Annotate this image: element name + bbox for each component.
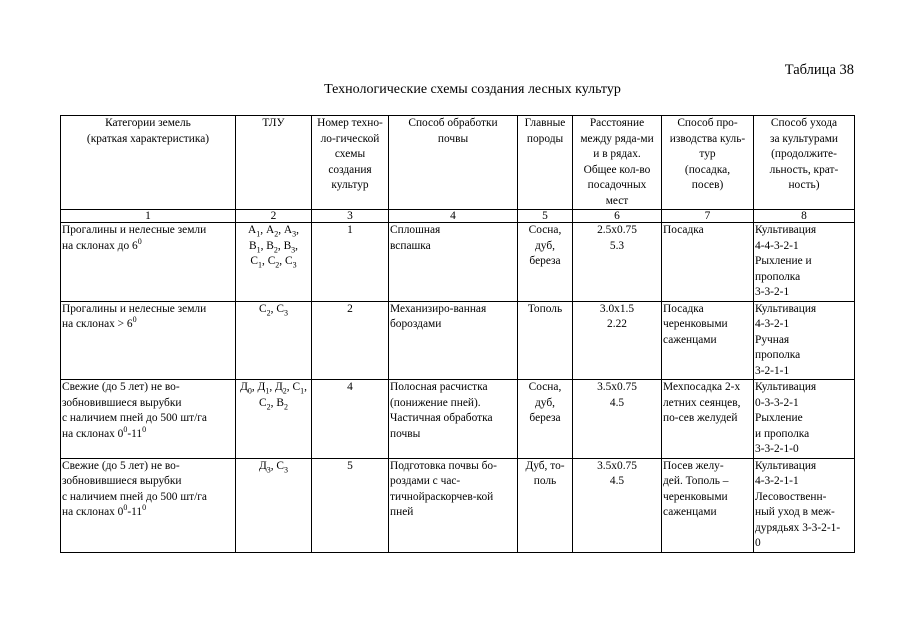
header-line: посев) [691,179,724,191]
care-line: прополка [755,270,801,283]
cell-production-method [662,301,754,380]
care-line: Культивация [755,302,817,315]
method-line: черенковыми [663,490,728,503]
species-line: поль [533,475,557,487]
cell-tlu [236,223,312,302]
care-line: Лесовоственн- [755,490,827,503]
column-header-5 [518,116,573,210]
care-line: 0-3-3-2-1 [755,396,799,409]
header-line: Способ ухода [770,117,838,129]
category-line: Свежие (до 5 лет) не во- [62,381,180,393]
header-line: Главные [524,117,566,129]
header-line: ность) [788,179,820,191]
header-line: Способ про- [677,117,738,129]
cell-spacing [573,380,662,459]
header-line: схемы [334,148,366,160]
cell-care-method [754,223,855,302]
category-line: с наличием пней до 500 шт/га [62,490,207,503]
category-line: Прогалины и нелесные земли [62,302,207,315]
tlu-line: $С_1$, $С_2$, $С_3$ [250,255,297,270]
category-line: с наличием пней до 500 шт/га [62,412,207,424]
tlu-line: $Д_3$, $С_3$ [258,459,289,474]
cell-main-species [518,458,573,552]
care-line: 4-3-2-1 [755,318,790,330]
cell-category [61,301,236,380]
soil-line: почвы [390,427,421,440]
tlu-line: $С_2$, $В_2$ [259,396,288,411]
column-header-2 [236,116,312,210]
header-line: (посадка, [684,163,731,176]
soil-line: Полосная расчистка [390,381,488,393]
soil-line: тичнойраскорчев-кой [390,490,494,503]
column-header-6 [573,116,662,210]
column-header-7 [662,116,754,210]
soil-line: роздами с час- [390,475,461,487]
header-line: создания [328,163,372,176]
column-number: 3 [312,210,389,223]
category-line: зобновившиеся вырубки [62,475,182,487]
care-line: 3-3-2-1-0 [755,443,799,455]
care-line: прополка [755,349,801,361]
category-line: на склонах $0^0-11^0$ [62,503,147,518]
spacing-line: 4.5 [609,475,625,487]
care-line: Культивация [755,224,817,236]
cell-tlu [236,380,312,459]
category-line: на склонах до $6^0$ [62,236,142,252]
care-line: 0 [755,537,761,549]
soil-line: (понижение пней). [390,396,481,409]
soil-line: Частичная обработка [390,412,493,424]
spacing-line: 4.5 [609,396,625,409]
table-number-label: Таблица 38 [784,62,854,78]
care-line: Культивация [755,381,817,393]
cell-soil-treatment [389,301,518,380]
care-line: ный уход в меж- [755,506,835,518]
category-line: Прогалины и нелесные земли [62,224,207,236]
technological-schemes-table [60,115,855,553]
soil-line: Механизиро-ванная [390,302,487,315]
care-line: 3-2-1-1 [755,364,790,377]
header-line: ТЛУ [262,117,285,129]
column-number: 6 [573,210,662,223]
soil-line: вспашка [390,239,431,252]
method-line: Посадка [663,302,704,315]
category-line: на склонах $0^0-11^0$ [62,424,147,440]
cell-tlu [236,458,312,552]
cell-main-species [518,223,573,302]
species-line: дуб, [535,396,555,409]
column-number: 4 [389,210,518,223]
table-row [61,301,855,380]
cell-scheme-number: 2 [312,301,389,380]
cell-production-method [662,223,754,302]
table-row [61,458,855,552]
species-line: Сосна, [528,224,562,236]
method-line: дей. Тополь – [663,475,729,487]
soil-line: Сплошная [390,224,441,236]
tlu-line: $Д_0$, $Д_1$, $Д_2$, $С_1$, [240,381,307,396]
column-header-1 [61,116,236,210]
care-line: Культивация [755,459,817,472]
column-number: 7 [662,210,754,223]
header-line: Общее кол-во [583,163,651,176]
tlu-line: $С_2$, $С_3$ [259,302,288,317]
spacing-line: 3.5х0.75 [597,459,637,472]
soil-line: бороздами [390,318,442,330]
species-line: Тополь [527,302,563,315]
table-row [61,380,855,459]
species-line: Дуб, то- [525,459,565,472]
cell-soil-treatment [389,223,518,302]
cell-soil-treatment [389,380,518,459]
header-line: посадочных [587,179,647,191]
column-number: 8 [754,210,855,223]
category-line: зобновившиеся вырубки [62,396,182,409]
spacing-line: 3.0х1.5 [599,302,635,315]
cell-production-method [662,380,754,459]
spacing-line: 5.3 [609,239,625,252]
header-line: (краткая характеристика) [86,132,210,145]
header-line: ло-гической [320,132,380,145]
column-header-4 [389,116,518,210]
column-number: 2 [236,210,312,223]
header-line: Расстояние [589,117,645,129]
method-line: по-сев желудей [663,412,738,424]
method-line: черенковыми [663,318,728,330]
cell-tlu [236,301,312,380]
header-line: и в рядах. [593,148,641,160]
cell-category [61,223,236,302]
species-line: Сосна, [528,381,562,393]
spacing-line: 3.5х0.75 [597,381,637,393]
table-row [61,223,855,302]
care-line: Рыхление и [755,255,812,267]
method-line: саженцами [663,333,717,346]
cell-main-species [518,301,573,380]
table-title: Технологические схемы создания лесных культур [324,82,621,97]
header-line: Категории земель [105,117,191,129]
column-header-3 [312,116,389,210]
header-line: почвы [437,132,469,145]
header-line: за культурами [770,132,838,145]
species-line: береза [529,255,561,267]
header-line: изводства куль- [669,132,746,145]
cell-scheme-number: 5 [312,458,389,552]
method-line: Посадка [663,224,704,236]
soil-line: Подготовка почвы бо- [390,459,497,472]
column-number-row [61,210,855,223]
header-line: культур [331,179,369,191]
header-line: льность, крат- [769,163,839,176]
header-line: (продолжите- [771,148,837,160]
header-line: тур [699,148,716,160]
cell-spacing [573,301,662,380]
care-line: и прополка [755,427,810,440]
cell-spacing [573,458,662,552]
soil-line: пней [390,506,414,518]
header-line: мест [605,194,629,207]
species-line: береза [529,412,561,424]
tlu-line: $В_1$, $В_2$, $В_3$, [248,239,299,254]
method-line: летних сеянцев, [663,396,741,409]
care-line: Ручная [755,333,790,346]
cell-soil-treatment [389,458,518,552]
species-line: дуб, [535,239,555,252]
care-line: Рыхление [755,412,803,424]
header-line: Номер техно- [317,117,383,129]
method-line: саженцами [663,506,717,518]
cell-care-method [754,301,855,380]
cell-production-method [662,458,754,552]
header-row [61,116,855,210]
care-line: 3-3-2-1 [755,286,790,298]
column-number: 5 [518,210,573,223]
cell-scheme-number: 1 [312,223,389,302]
header-line: между ряда-ми [580,132,654,145]
care-line: 4-4-3-2-1 [755,239,799,252]
tlu-line: $А_1$, $А_2$, $А_3$, [248,224,299,239]
table-body [61,116,855,553]
method-line: Посев желу- [663,459,724,472]
method-line: Мехпосадка 2-х [663,381,741,393]
cell-care-method [754,458,855,552]
cell-spacing [573,223,662,302]
header-line: породы [526,132,564,145]
column-number: 1 [61,210,236,223]
cell-category [61,380,236,459]
header-line: Способ обработки [408,117,498,129]
care-line: дурядьях 3-3-2-1- [755,521,841,534]
care-line: 4-3-2-1-1 [755,475,799,487]
category-line: на склонах > $6^0$ [62,315,137,330]
cell-scheme-number: 4 [312,380,389,459]
cell-care-method [754,380,855,459]
spacing-line: 2.22 [607,318,627,330]
column-header-8 [754,116,855,210]
cell-category [61,458,236,552]
spacing-line: 2.5х0.75 [597,224,637,236]
cell-main-species [518,380,573,459]
category-line: Свежие (до 5 лет) не во- [62,459,180,472]
